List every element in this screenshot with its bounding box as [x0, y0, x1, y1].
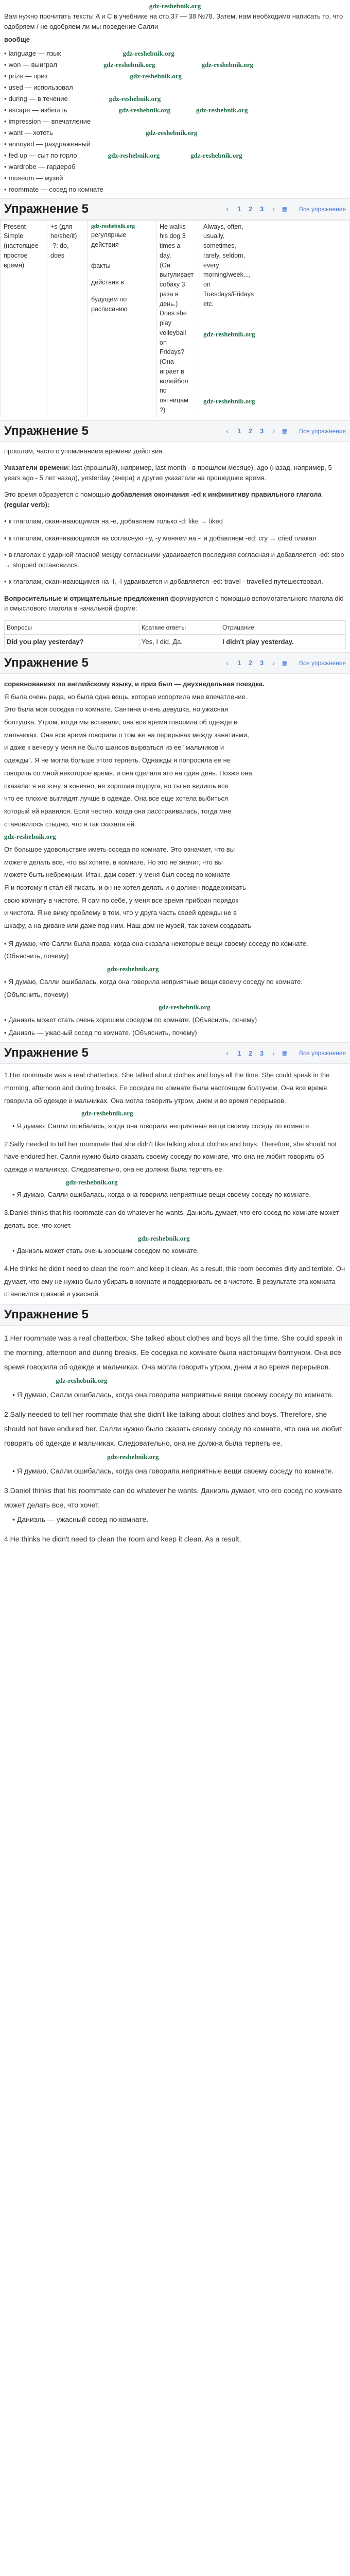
paragraph: Это время образуется с помощью добавления окончания -ed к инфинитиву правильного глагола (regular verb): [4, 490, 322, 509]
all-exercises-link[interactable]: Все упражнения [299, 205, 346, 213]
word-list [0, 48, 350, 195]
word-item: • annoyed — раздраженный [0, 139, 350, 150]
word-item: • wardrobe — гардероб [0, 161, 350, 173]
bullet-icon: • [4, 534, 7, 542]
paragraph: Вопросительные и отрицательные предложения формируются с помощью вспомогательного глагола did и смыслового глагола в начальной форме: [4, 594, 344, 612]
exercise-nav [223, 204, 346, 214]
rule-item: • к глаголам, оканчивающимся на -e, добавляем только -d: like → liked [4, 517, 223, 525]
bullet-icon: • [4, 551, 7, 558]
answers-section [0, 1331, 350, 1546]
next-arrow-icon[interactable]: › [272, 205, 275, 213]
next-arrow-icon[interactable]: › [272, 658, 275, 667]
all-exercises-link[interactable]: Все упражнения [299, 659, 346, 667]
watermark: gdz-reshebnik.org [138, 1234, 190, 1242]
bullet-icon: • [4, 517, 7, 525]
bullet-icon: • [12, 1247, 15, 1255]
bullet-icon: • [4, 140, 7, 148]
bullet-icon: • [4, 117, 7, 125]
exercise-link[interactable]: 2 [249, 427, 253, 435]
watermark: gdz-reshebnik.org [4, 833, 56, 841]
next-arrow-icon[interactable]: › [272, 427, 275, 435]
watermark: gdz-reshebnik.org [107, 965, 159, 973]
exercise-bar [0, 652, 350, 674]
option-item: • Даниэль — ужасный сосед по комнате. (Объяснить, почему) [4, 1028, 197, 1037]
exercise-link[interactable]: 2 [249, 205, 253, 213]
table-row: Did you play yesterday? Yes, I did. Да. I didn't play yesterday. [5, 634, 346, 649]
intro-text: Вам нужно прочитать тексты A и C в учебнике на стр.37 — 38 №78. Затем, нам необходимо написать то, что одобряем / не одобряем ли мы поведение Салли [4, 12, 343, 30]
watermark: gdz-reshebnik.org [91, 223, 135, 229]
rule-item: • к глаголам, оканчивающимся на согласную +y, -y меняем на -i и добавляем -ed: cry → cried плакал [4, 534, 317, 542]
table-row [1, 220, 350, 417]
prev-arrow-icon[interactable]: ‹ [226, 427, 229, 435]
exercise-link[interactable]: 2 [249, 659, 253, 667]
exercise-link[interactable]: 3 [260, 1049, 264, 1057]
watermark: gdz-reshebnik.org [196, 106, 248, 114]
bullet-icon: • [4, 174, 7, 182]
paragraph: прошлом, часто с упоминанием времени действия. [4, 447, 164, 455]
bullet-icon: • [4, 1028, 7, 1037]
answer-item: 1.Her roommate was a real chatterbox. She talked about clothes and boys all the time. She could speak in the morning, afternoon and during breaks. Ее соседка по комнате была настоящим болтуном. Она все время говорила об одежде и мальчиках. Она могла говорить утром, днем и во время перерывов. gdz-reshebnik.org • Я думаю, Салли ошибалась, когда она говорила неприятные вещи своему соседу по комнате. [4, 1069, 346, 1132]
bullet-icon: • [12, 1390, 15, 1399]
tense-table [0, 220, 350, 417]
watermark: gdz-reshebnik.org [122, 49, 174, 57]
exercise-title: Упражнение 5 [4, 1307, 89, 1321]
exercise-link[interactable]: 1 [237, 205, 241, 213]
exercise-link[interactable]: 3 [260, 427, 264, 435]
option-item: • Я думаю, Салли ошибалась, когда она говорила неприятные вещи своему соседу по комнате. [12, 1466, 334, 1475]
option-item: • Я думаю, Салли ошибалась, когда она говорила неприятные вещи своему соседу по комнате. [12, 1122, 311, 1130]
grid-icon: ▦ [282, 659, 288, 667]
option-item: • Даниэль может стать очень хорошим соседом по комнате. [12, 1247, 199, 1255]
answer-item: 4.He thinks he didn't need to clean the room and keep it clean. As a result, this room becomes dirty and terrible. Он думает, что ему не нужно было убирать в комнате и поддерживать ее в чистоте. В результате эта комната становится грязной и ужасной. [4, 1264, 345, 1298]
watermark: gdz-reshebnik.org [103, 60, 155, 69]
bullet-icon: • [4, 185, 7, 193]
exercise-bar [0, 1304, 350, 1326]
answer-item: 2.Sally needed to tell her roommate that she didn't like talking about clothes and boys. Therefore, she should not have endured her. Салли нужно было сказать своему соседу по комнате, что она не любит говорить об одежде и мальчиках. Следовательно, она не должна была терпеть ее. gdz-reshebnik.org • Я думаю, Салли ошибалась, когда она говорила неприятные вещи своему соседу по комнате. [4, 1407, 346, 1478]
exercise-title: Упражнение 5 [4, 656, 89, 670]
watermark: gdz-reshebnik.org [201, 60, 253, 69]
exercise-link[interactable]: 3 [260, 659, 264, 667]
exercise-nav [223, 426, 346, 436]
bullet-icon: • [4, 94, 7, 103]
watermark: gdz-reshebnik.org [203, 330, 255, 338]
answer-item: 1.Her roommate was a real chatterbox. She talked about clothes and boys all the time. She could speak in the morning, afternoon and during breaks. Ее соседка по комнате была настоящим болтуном. Она все время говорила об одежде и мальчиках. Она могла говорить утром, днем и во время перерывов. gdz-reshebnik.org • Я думаю, Салли ошибалась, когда она говорила неприятные вещи своему соседу по комнате. [4, 1331, 346, 1402]
exercise-nav [223, 658, 346, 669]
word-item: • fed up — сыт по горло gdz-reshebnik.org gdz-reshebnik.org [0, 150, 350, 161]
word-item: • language — язык gdz-reshebnik.org [0, 48, 350, 59]
answer-item: 4.He thinks he didn't need to clean the room and keep it clean. As a result, [4, 1534, 241, 1543]
all-exercises-link[interactable]: Все упражнения [299, 427, 346, 435]
option-item: • Я думаю, Салли ошибалась, когда она говорила неприятные вещи своему соседу по комнате. [12, 1191, 311, 1199]
prev-arrow-icon[interactable]: ‹ [226, 205, 229, 213]
watermark: gdz-reshebnik.org [109, 94, 161, 103]
top-watermark: gdz-reshebnik.org [149, 2, 201, 10]
did-table [4, 620, 346, 650]
exercise-link[interactable]: 1 [237, 659, 241, 667]
exercise-bar [0, 1042, 350, 1064]
exercise-title: Упражнение 5 [4, 423, 89, 438]
prev-arrow-icon[interactable]: ‹ [226, 658, 229, 667]
watermark: gdz-reshebnik.org [66, 1178, 118, 1186]
exercise-link[interactable]: 1 [237, 427, 241, 435]
table-cell: gdz-reshebnik.org регулярные действия факты действия в будущем по расписанию [88, 220, 156, 417]
watermark: gdz-reshebnik.org [159, 1003, 211, 1011]
past-simple-section [0, 446, 350, 650]
bullet-icon: • [12, 1122, 15, 1130]
watermark: gdz-reshebnik.org [56, 1376, 108, 1384]
text-section: соревнованиях по английскому языку, и приз был — двухнедельная поездка. Я была очень рада, но была одна вещь, которая испортила мне впечатление. Это была моя соседка по комнате. Сантина очень девушка, но ужасная болтушка. Утром, когда мы вставали, она все время говорила об одежде и мальчиках. Она все время говорила о том же на перерывах между занятиями, и даже к вечеру у меня не было шансов вырваться из ее "мальчиков и одежды". Я не могла больше этого терпеть. Однажды я попросила ее не говорить со мной некоторое время, и она сделала это на один день. Позже она сказала: я не хочу, я конечно, не хорошая подруга, но ты не видишь все что ее плохие выглядят лучше в одежде. Она все еще хотела выбиться который ей нравился. Если честно, когда она расстраивалась, тогда мне становилось стыдно, что я так сказала ей. gdz-reshebnik.org От большое удовольствие иметь соседа по комнате. Это означает, что вы можете делать все, что вы хотите, в комнате. Но это не значит, что вы можете быть небрежным. Итак, дам совет: у меня был сосед по комнате Я и поэтому я стал ей писать, и он не хотел делать и о должен поддерживать свою комнату в чистоте. Я сам по себе, у меня все время прибран порядок и чистота. Я не вижу проблему в том, что у друга часть своей одежды не в шкафу, а на диване или даже под ним. Наш дом не музей, так зачем создавать • Я думаю, что Салли была права, когда она сказала некоторые вещи своему соседу по комнате. (Объяснить, почему) gdz-reshebnik.org • Я думаю, Салли ошибалась, когда она говорила неприятные вещи своему соседу по комнате. (Объяснить, почему) gdz-reshebnik.org • Даниэль может стать очень хорошим соседом по комнате. (Объяснить, почему) • Даниэль — ужасный сосед по комнате. (Объяснить, почему) [0, 678, 350, 1039]
exercise-title: Упражнение 5 [4, 1046, 89, 1060]
word-item: • during — в течение gdz-reshebnik.org [0, 93, 350, 105]
table-cell: +s (для he/she/it) -?: do, does [47, 220, 88, 417]
word-item: • used — использовал [0, 82, 350, 93]
bullet-icon: • [12, 1191, 15, 1199]
bullet-icon: • [4, 1015, 7, 1024]
table-row: Вопросы Краткие ответы Отрицание [5, 620, 346, 634]
word-item: • escape — избегать gdz-reshebnik.org gdz-reshebnik.org [0, 105, 350, 116]
all-exercises-link[interactable]: Все упражнения [299, 1049, 346, 1057]
exercise-bar [0, 420, 350, 442]
bullet-icon: • [4, 60, 7, 69]
option-item: • Я думаю, что Салли была права, когда она сказала некоторые вещи своему соседу по комнате. [4, 939, 308, 947]
watermark: gdz-reshebnik.org [130, 72, 182, 80]
bullet-icon: • [4, 72, 7, 80]
word-item: • want — хотеть gdz-reshebnik.org [0, 127, 350, 139]
watermark: gdz-reshebnik.org [81, 1109, 133, 1117]
exercise-bar [0, 198, 350, 220]
word-item: • impression — впечатление [0, 116, 350, 127]
watermark: gdz-reshebnik.org [107, 1452, 159, 1461]
bullet-icon: • [4, 83, 7, 91]
watermark: gdz-reshebnik.org [190, 151, 242, 159]
watermark: gdz-reshebnik.org [108, 151, 160, 159]
answer-item: 3.Daniel thinks that his roommate can do whatever he wants. Даниэль думает, что его сосед по комнате может делать все, что хочет. • Даниэль — ужасный сосед по комнате. [4, 1483, 346, 1527]
option-item: • Даниэль может стать очень хорошим соседом по комнате. (Объяснить, почему) [4, 1015, 257, 1024]
bullet-icon: • [4, 151, 7, 159]
word-item: • museum — музей [0, 173, 350, 184]
paragraph: Указатели времени: last (прошлый), например, last month - в прошлом месяце), ago (назад, например, 5 years ago - 5 лет назад), yesterday (вчера) и другие указатели на прошедшее время. [4, 464, 332, 482]
exercise-link[interactable]: 3 [260, 205, 264, 213]
table-cell: He walks his dog 3 times a day. (Он выгуливает собаку 3 раза в день.) Does she play volleyball on Fridays? (Она играет в волейбол по пятницам ?) [156, 220, 200, 417]
answers-section [0, 1069, 350, 1301]
exercise-link[interactable]: 1 [237, 1049, 241, 1057]
watermark: gdz-reshebnik.org [118, 106, 170, 114]
exercise-link[interactable]: 2 [249, 1049, 253, 1057]
grid-icon: ▦ [282, 1049, 288, 1057]
grid-icon: ▦ [282, 427, 288, 435]
exercise-nav [223, 1048, 346, 1059]
bullet-icon: • [12, 1515, 15, 1523]
rule-item: • к глаголам, оканчивающимся на -l, -l удваивается и добавляется -ed: travel - travelled путешествовал. [4, 578, 323, 585]
answer-item: 3.Daniel thinks that his roommate can do whatever he wants. Даниэль думает, что его сосед по комнате может делать все, что хочет. gdz-reshebnik.org • Даниэль может стать очень хорошим соседом по комнате. [4, 1207, 346, 1258]
prev-arrow-icon[interactable]: ‹ [226, 1048, 229, 1057]
rule-item: • в глаголах с ударной гласной между согласными удваивается последняя согласная и добавляется -ed: stop → stopped остановился. [4, 551, 344, 569]
bullet-icon: • [4, 162, 7, 171]
option-item: • Я думаю, Салли ошибалась, когда она говорила неприятные вещи своему соседу по комнате. [12, 1390, 334, 1399]
answer-item: 2.Sally needed to tell her roommate that she didn't like talking about clothes and boys. Therefore, she should not have endured her. Салли нужно было сказать своему соседу по комнате, что она не любит говорить об одежде и мальчиках. Следовательно, она не должна была терпеть ее. gdz-reshebnik.org • Я думаю, Салли ошибалась, когда она говорила неприятные вещи своему соседу по комнате. [4, 1138, 346, 1201]
bullet-icon: • [4, 939, 7, 947]
bullet-icon: • [4, 49, 7, 57]
option-item: • Я думаю, Салли ошибалась, когда она говорила неприятные вещи своему соседу по комнате. [4, 977, 303, 986]
next-arrow-icon[interactable]: › [272, 1048, 275, 1057]
watermark: gdz-reshebnik.org [203, 397, 255, 405]
word-item: • prize — приз gdz-reshebnik.org [0, 71, 350, 82]
wordlist-title: вообще [4, 36, 30, 43]
bullet-icon: • [4, 578, 7, 585]
word-item: • won — выиграл gdz-reshebnik.org gdz-reshebnik.org [0, 59, 350, 71]
bullet-icon: • [12, 1466, 15, 1475]
exercise-title: Упражнение 5 [4, 201, 89, 216]
watermark: gdz-reshebnik.org [145, 128, 198, 137]
grid-icon: ▦ [282, 205, 288, 213]
bullet-icon: • [4, 128, 7, 137]
bullet-icon: • [4, 106, 7, 114]
table-cell: Always, often, usually, sometimes, rarely, seldom, every morning/week..., on Tuesdays/Fridays etc. gdz-reshebnik.org gdz-reshebnik.org [200, 220, 350, 417]
option-item: • Даниэль — ужасный сосед по комнате. [12, 1515, 149, 1523]
word-item: • roommate — сосед по комнате [0, 184, 350, 195]
bullet-icon: • [4, 977, 7, 986]
table-cell: Present Simple (настоящее простое время) [1, 220, 47, 417]
